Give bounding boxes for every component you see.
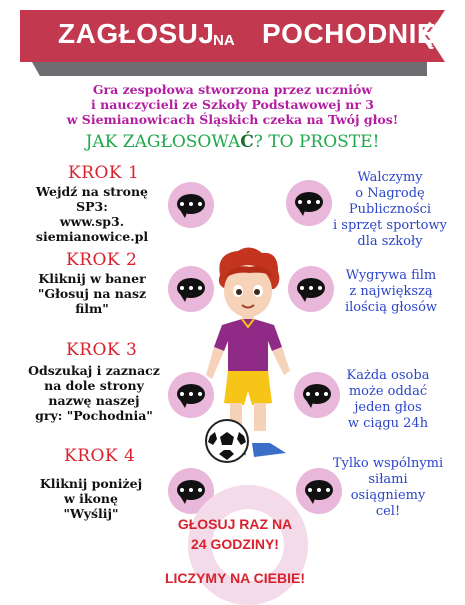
how-to-vote-heading: [70, 132, 395, 152]
step-4-label: KROK 4: [64, 446, 136, 466]
fact-line: Tylko wspólnymi: [332, 456, 444, 471]
speech-bubble-icon: [168, 182, 214, 228]
fact-line: dla szkoły: [357, 234, 423, 249]
fact-3-text: [338, 368, 438, 432]
heading-part: ? TO PROSTE!: [253, 132, 380, 152]
header-banner-shadow: [32, 62, 427, 76]
step-2-label: KROK 2: [66, 250, 138, 270]
banner-title-part2: NA: [213, 32, 235, 49]
step-3-text: [16, 363, 172, 423]
fact-line: Wygrywa film: [345, 268, 437, 283]
step-line: Kliknij w baner: [38, 271, 146, 286]
fact-line: Walczymy: [357, 170, 423, 185]
step-2-text: [22, 271, 162, 316]
fact-2-text: [332, 268, 450, 316]
fact-line: jeden głos: [354, 400, 422, 415]
fact-line: z największą: [349, 284, 433, 299]
fact-line: siłami: [368, 472, 408, 487]
fact-line: w ciągu 24h: [347, 416, 429, 431]
cta-line: GŁOSUJ RAZ NA: [177, 516, 293, 532]
step-1-label: KROK 1: [68, 163, 140, 183]
step-line: Wejdź na stronę SP3:: [36, 184, 148, 214]
banner-title-part1: ZAGŁOSUJ: [58, 18, 215, 49]
step-line: film": [75, 301, 109, 316]
step-line: gry: "Pochodnia": [35, 408, 153, 423]
step-line: www.sp3.: [59, 214, 125, 229]
intro-line: w Siemianowicach Śląskich czeka na Twój głos!: [66, 112, 399, 127]
banner-title-part3: POCHODNIĘ: [262, 18, 437, 49]
fact-line: Publiczności: [348, 202, 432, 217]
football-icon: [204, 418, 250, 464]
step-line: nazwę naszej: [48, 393, 140, 408]
cta-line: 24 GODZINY!: [191, 536, 279, 552]
fact-4-text: [328, 456, 448, 520]
step-4-text: [24, 476, 158, 521]
intro-line: Gra zespołowa stworzona przez uczniów: [92, 82, 373, 97]
intro-text: [60, 82, 405, 127]
step-line: Kliknij poniżej: [39, 476, 143, 491]
chevron-left-icon: [418, 20, 438, 50]
fact-line: ilością głosów: [344, 300, 438, 315]
heading-part: JAK ZAGŁOSOWA: [85, 132, 241, 152]
step-1-text: [18, 184, 166, 244]
cta-vote-daily: [160, 514, 310, 554]
fact-1-text: [330, 170, 450, 250]
cta-count-on-you: LICZYMY NA CIEBIE!: [164, 570, 305, 586]
step-line: siemianowice.pl: [35, 229, 149, 244]
step-3-label: KROK 3: [66, 340, 138, 360]
step-line: w ikonę: [64, 491, 118, 506]
step-line: Odszukaj i zaznacz: [28, 363, 160, 378]
intro-line: i nauczycieli ze Szkoły Podstawowej nr 3: [91, 97, 374, 112]
fact-line: Każda osoba: [346, 368, 430, 383]
speech-bubble-icon: [286, 180, 332, 226]
heading-part-bold: Ć: [240, 132, 254, 152]
fact-line: może oddać: [348, 384, 428, 399]
fact-line: osiągniemy: [350, 488, 426, 503]
fact-line: o Nagrodę: [355, 186, 425, 201]
fact-line: i sprzęt sportowy: [333, 218, 447, 233]
step-line: "Głosuj na nasz: [37, 286, 147, 301]
step-line: na dole strony: [44, 378, 144, 393]
fact-line: cel!: [375, 504, 401, 519]
step-line: "Wyślij": [63, 506, 119, 521]
